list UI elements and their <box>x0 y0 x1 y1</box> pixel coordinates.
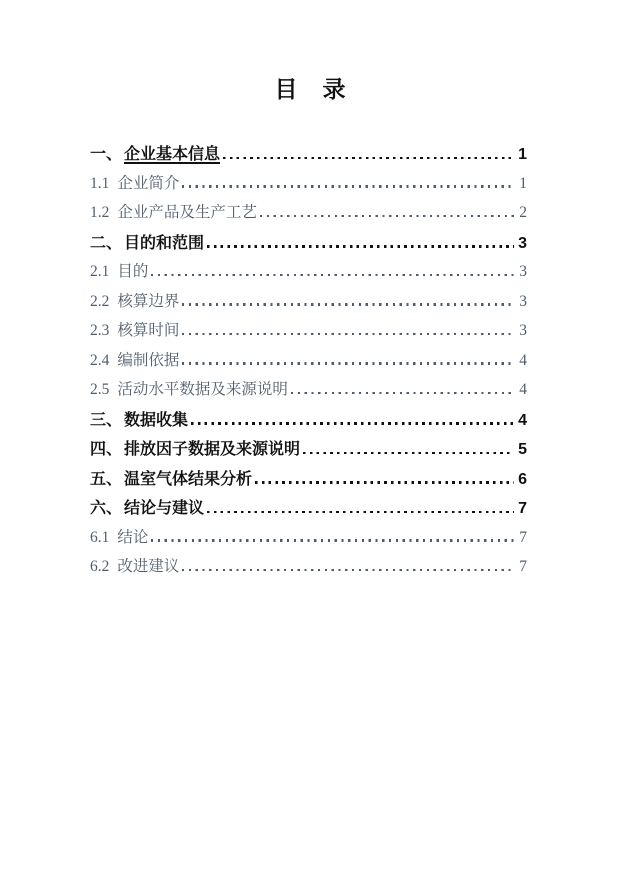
toc-entry-title: 企业产品及生产工艺 <box>117 204 257 221</box>
toc-entry[interactable] <box>90 554 527 584</box>
toc-entry-number: 6.1 <box>90 528 110 546</box>
toc-entry-title: 核算时间 <box>117 322 180 339</box>
toc-entry[interactable] <box>90 289 527 319</box>
toc-entry-number: 2.1 <box>90 263 110 280</box>
dot-leader <box>207 511 514 514</box>
toc-entry[interactable] <box>90 200 527 230</box>
toc-entry[interactable] <box>90 436 527 466</box>
toc-entry-page: 3 <box>518 234 527 252</box>
toc-entry[interactable] <box>90 230 527 260</box>
toc-entry-title: 结论与建议 <box>124 500 205 517</box>
toc-entry-page: 7 <box>519 558 527 575</box>
toc-entry-page: 1 <box>519 174 527 192</box>
toc-entry-page: 4 <box>519 381 527 398</box>
toc-entry-title: 目的和范围 <box>124 234 205 252</box>
toc-entry-title: 核算边界 <box>117 292 180 310</box>
toc-entry-title: 企业简介 <box>117 174 180 192</box>
toc-entry-title: 排放因子数据及来源说明 <box>124 441 301 458</box>
dot-leader <box>182 303 515 306</box>
toc-entry[interactable] <box>90 495 527 525</box>
toc-entry-number: 2.5 <box>90 381 110 398</box>
table-of-contents <box>90 141 527 584</box>
toc-entry-number: 1.1 <box>90 174 110 192</box>
toc-entry-number: 2.2 <box>90 292 110 310</box>
dot-leader <box>182 333 515 336</box>
dot-leader <box>182 185 515 188</box>
toc-entry-page: 7 <box>518 500 527 517</box>
dot-leader <box>303 452 514 455</box>
toc-entry-page: 3 <box>519 322 527 339</box>
toc-entry-number: 1.2 <box>90 204 110 221</box>
dot-leader <box>191 422 514 425</box>
dot-leader <box>182 569 515 572</box>
toc-entry[interactable] <box>90 525 527 555</box>
toc-entry-title: 编制依据 <box>117 351 180 369</box>
toc-entry-page: 7 <box>519 528 527 546</box>
toc-entry-page: 3 <box>519 263 527 280</box>
toc-entry[interactable] <box>90 377 527 407</box>
toc-entry-page: 4 <box>518 411 527 429</box>
toc-entry-page: 2 <box>519 204 527 221</box>
toc-entry-number: 二、 <box>90 234 123 252</box>
toc-entry[interactable] <box>90 466 527 496</box>
toc-entry-number: 五、 <box>90 470 123 488</box>
toc-entry-page: 3 <box>519 292 527 310</box>
dot-leader <box>291 392 515 395</box>
toc-entry[interactable] <box>90 407 527 437</box>
toc-entry-title: 数据收集 <box>124 411 189 429</box>
toc-entry-title: 改进建议 <box>117 558 180 575</box>
toc-entry-title: 活动水平数据及来源说明 <box>117 381 288 398</box>
toc-entry-page: 6 <box>518 470 527 488</box>
toc-entry-title: 结论 <box>117 528 149 546</box>
toc-entry-number: 2.4 <box>90 351 110 369</box>
toc-entry-page: 5 <box>518 441 527 458</box>
toc-entry[interactable] <box>90 259 527 289</box>
dot-leader <box>260 215 515 218</box>
dot-leader <box>223 157 514 160</box>
toc-entry-number: 三、 <box>90 411 123 429</box>
toc-entry-title: 企业基本信息 <box>124 146 221 163</box>
dot-leader <box>151 274 515 277</box>
toc-entry-number: 四、 <box>90 441 123 458</box>
toc-entry[interactable] <box>90 348 527 378</box>
toc-entry[interactable] <box>90 141 527 171</box>
toc-entry-page: 1 <box>518 146 527 163</box>
dot-leader <box>182 362 515 365</box>
toc-entry-title: 目的 <box>117 263 149 280</box>
toc-entry-number: 一、 <box>90 146 123 163</box>
toc-entry-number: 6.2 <box>90 558 110 575</box>
toc-entry-title: 温室气体结果分析 <box>124 470 253 488</box>
dot-leader <box>207 245 514 248</box>
toc-entry[interactable] <box>90 171 527 201</box>
toc-entry[interactable] <box>90 318 527 348</box>
toc-entry-number: 2.3 <box>90 322 110 339</box>
dot-leader <box>255 481 514 484</box>
toc-entry-number: 六、 <box>90 500 123 517</box>
toc-entry-page: 4 <box>519 351 527 369</box>
page-title: 目 录 <box>274 76 347 102</box>
dot-leader <box>151 539 515 542</box>
